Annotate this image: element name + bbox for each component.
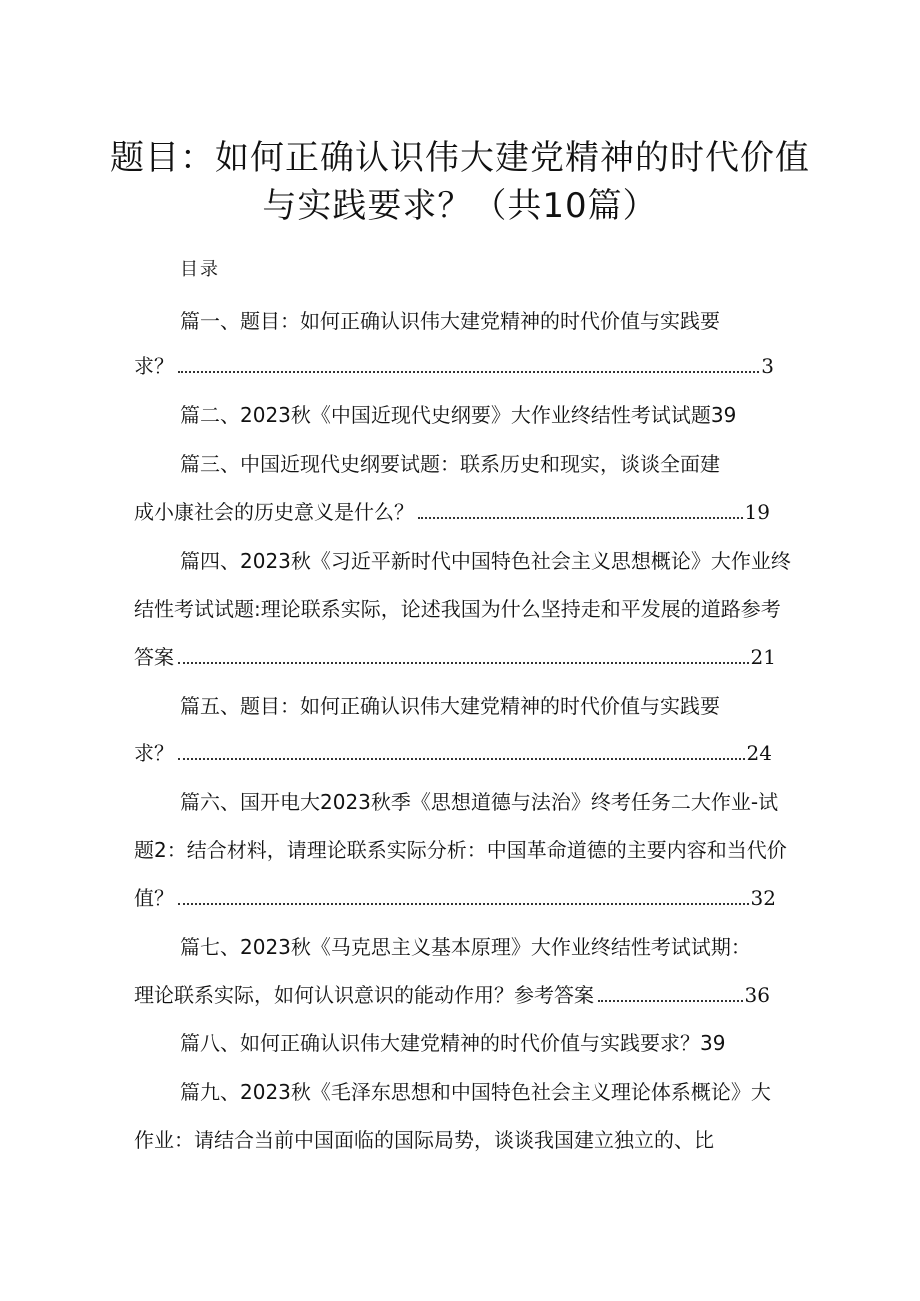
toc-entry-4-text: 答案	[134, 645, 174, 669]
toc-leader-dots	[178, 903, 749, 905]
toc-entry-4-last-line[interactable]	[134, 642, 776, 672]
toc-entry-5-line-1: 篇五、题目：如何正确认识伟大建党精神的时代价值与实践要	[180, 694, 720, 718]
toc-entry-6-page: 32	[750, 886, 776, 910]
toc-leader-dots	[598, 1000, 743, 1002]
title-line-1: 题目：如何正确认识伟大建党精神的时代价值	[110, 138, 810, 178]
toc-entry-4-page: 21	[750, 645, 776, 669]
toc-entry-9-line-1: 篇九、2023秋《毛泽东思想和中国特色社会主义理论体系概论》大	[180, 1080, 771, 1104]
toc-leader-dots	[178, 758, 745, 760]
toc-heading: 目录	[180, 259, 220, 280]
toc-entry-3-last-line[interactable]	[134, 497, 770, 527]
toc-entry-5-text: 求？	[134, 741, 174, 765]
title-line-2: 与实践要求？（共10篇）	[262, 186, 658, 226]
toc-entry-6-line-2: 题2：结合材料，请理论联系实际分析：中国革命道德的主要内容和当代价	[134, 838, 787, 862]
toc-entry-1-last-line[interactable]	[134, 351, 774, 381]
toc-entry-8[interactable]: 篇八、如何正确认识伟大建党精神的时代价值与实践要求？39	[180, 1031, 726, 1055]
toc-leader-dots	[418, 517, 743, 519]
toc-entry-3-line-1: 篇三、中国近现代史纲要试题：联系历史和现实，谈谈全面建	[180, 452, 720, 476]
toc-entry-7-page: 36	[744, 983, 770, 1007]
toc-entry-2[interactable]: 篇二、2023秋《中国近现代史纲要》大作业终结性考试试题39	[180, 403, 737, 427]
toc-entry-1-line-1: 篇一、题目：如何正确认识伟大建党精神的时代价值与实践要	[180, 309, 720, 333]
toc-entry-1-text: 求？	[134, 354, 174, 378]
toc-entry-6-text: 值？	[134, 886, 174, 910]
toc-entry-9-line-2: 作业：请结合当前中国面临的国际局势，谈谈我国建立独立的、比	[134, 1128, 714, 1152]
toc-leader-dots	[178, 371, 759, 373]
toc-entry-6-last-line[interactable]	[134, 883, 776, 913]
toc-entry-3-text: 成小康社会的历史意义是什么？	[134, 500, 414, 524]
toc-entry-5-page: 24	[746, 741, 772, 765]
toc-entry-7-text: 理论联系实际，如何认识意识的能动作用？参考答案	[134, 983, 594, 1007]
toc-entry-1-page: 3	[761, 354, 774, 378]
toc-entry-4-line-1: 篇四、2023秋《习近平新时代中国特色社会主义思想概论》大作业终	[180, 549, 791, 573]
toc-entry-4-line-2: 结性考试试题:理论联系实际，论述我国为什么坚持走和平发展的道路参考	[134, 597, 781, 621]
toc-entry-7-line-1: 篇七、2023秋《马克思主义基本原理》大作业终结性考试试期：	[180, 935, 751, 959]
toc-entry-5-last-line[interactable]	[134, 738, 772, 768]
toc-entry-3-page: 19	[744, 500, 770, 524]
toc-entry-7-last-line[interactable]	[134, 980, 770, 1010]
toc-leader-dots	[178, 662, 749, 664]
toc-entry-6-line-1: 篇六、国开电大2023秋季《思想道德与法治》终考任务二大作业-试	[180, 790, 779, 814]
